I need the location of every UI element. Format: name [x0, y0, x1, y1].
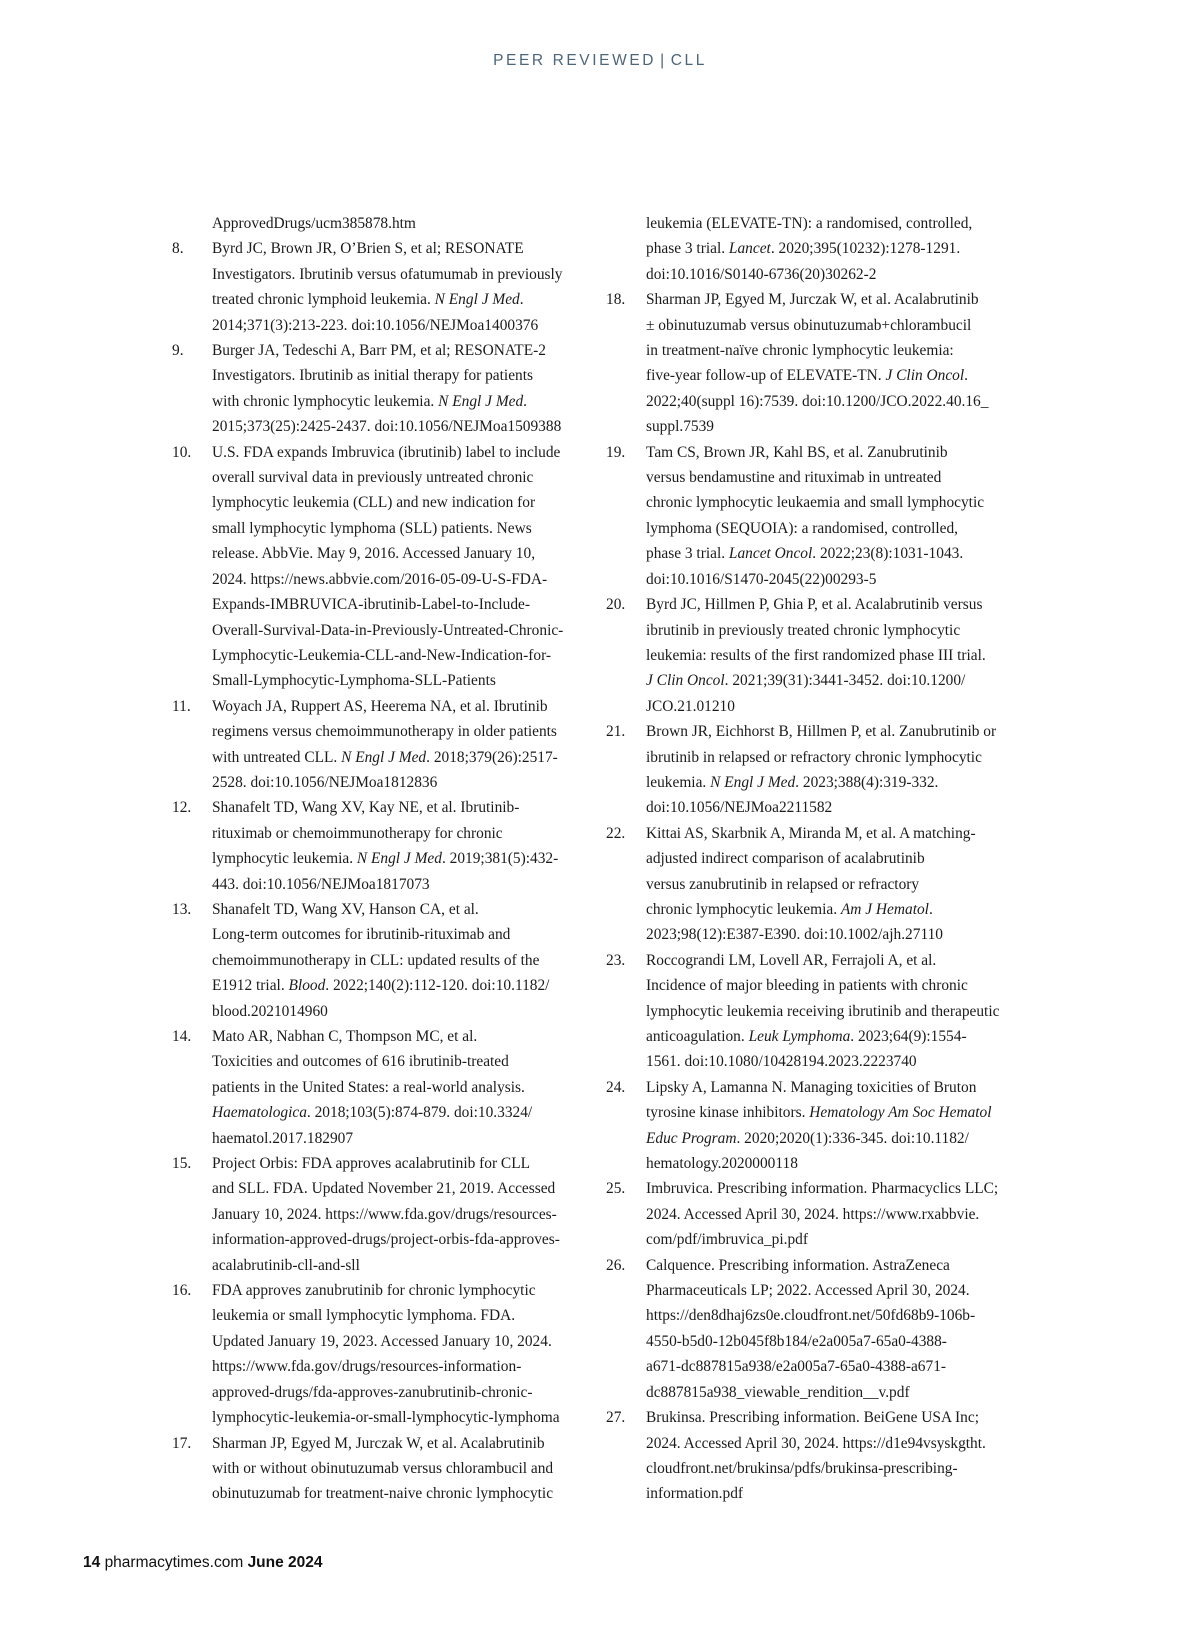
- reference-line: versus zanubrutinib in relapsed or refractory: [646, 875, 920, 893]
- reference-item: [606, 592, 1026, 719]
- reference-number: 22.: [606, 824, 626, 842]
- reference-line: Long-term outcomes for ibrutinib-rituximab and: [212, 926, 511, 944]
- reference-line: and SLL. FDA. Updated November 21, 2019. Accessed: [212, 1180, 556, 1198]
- reference-line: Kittai AS, Skarbnik A, Miranda M, et al. A matching-: [646, 824, 976, 842]
- reference-line: 2015;373(25):2425-2437. doi:10.1056/NEJMoa1509388: [212, 418, 562, 436]
- reference-line: https://den8dhaj6zs0e.cloudfront.net/50fd68b9-106b-: [646, 1307, 976, 1325]
- reference-number: 12.: [172, 799, 192, 817]
- reference-line: obinutuzumab for treatment-naive chronic lymphocytic: [212, 1485, 554, 1503]
- reference-line: release. AbbVie. May 9, 2016. Accessed January 10,: [212, 545, 536, 563]
- reference-line: versus bendamustine and rituximab in untreated: [646, 469, 942, 487]
- reference-line: https://www.fda.gov/drugs/resources-information-: [212, 1358, 522, 1376]
- reference-line: Tam CS, Brown JR, Kahl BS, et al. Zanubrutinib: [646, 443, 948, 461]
- reference-line: a671-dc887815a938/e2a005a7-65a0-4388-a671-: [646, 1358, 947, 1376]
- references-left-column: [172, 211, 592, 1507]
- reference-line: JCO.21.01210: [646, 697, 735, 715]
- reference-line: lymphocytic-leukemia-or-small-lymphocytic-lymphoma: [212, 1409, 560, 1427]
- reference-line: hematology.2020000118: [646, 1155, 798, 1173]
- reference-number: 19.: [606, 443, 626, 461]
- reference-number: 18.: [606, 291, 626, 309]
- reference-number: 16.: [172, 1282, 192, 1300]
- reference-line: regimens versus chemoimmunotherapy in older patients: [212, 723, 557, 741]
- reference-line: rituximab or chemoimmunotherapy for chronic: [212, 824, 503, 842]
- reference-number: 17.: [172, 1434, 192, 1452]
- reference-line: com/pdf/imbruvica_pi.pdf: [646, 1231, 808, 1249]
- reference-line: Brown JR, Eichhorst B, Hillmen P, et al. Zanubrutinib or: [646, 723, 997, 741]
- reference-line: 2024. Accessed April 30, 2024. https://www.rxabbvie.: [646, 1205, 980, 1223]
- reference-item: [606, 821, 1026, 948]
- reference-item: [172, 338, 592, 440]
- reference-line: Haematologica. 2018;103(5):874-879. doi:10.3324/: [212, 1104, 533, 1122]
- reference-item: [606, 287, 1026, 439]
- reference-line: dc887815a938_viewable_rendition__v.pdf: [646, 1383, 910, 1401]
- reference-line: lymphocytic leukemia. N Engl J Med. 2019;381(5):432-: [212, 850, 559, 868]
- reference-item: [606, 948, 1026, 1075]
- header-separator: |: [660, 52, 667, 69]
- reference-line: Incidence of major bleeding in patients with chronic: [646, 977, 968, 995]
- section-label: PEER REVIEWED: [493, 52, 657, 69]
- reference-continuation: ApprovedDrugs/ucm385878.htm: [212, 215, 416, 232]
- reference-line: Expands-IMBRUVICA-ibrutinib-Label-to-Include-: [212, 596, 530, 614]
- reference-item: [606, 1075, 1026, 1177]
- page-footer: [83, 1554, 323, 1572]
- reference-line: J Clin Oncol. 2021;39(31):3441-3452. doi:10.1200/: [646, 672, 966, 690]
- reference-line: chronic lymphocytic leukemia. Am J Hematol.: [646, 900, 933, 918]
- reference-line: 2022;40(suppl 16):7539. doi:10.1200/JCO.2022.40.16_: [646, 392, 989, 410]
- reference-item: [606, 1405, 1026, 1507]
- reference-line: doi:10.1056/NEJMoa2211582: [646, 799, 833, 817]
- reference-item: [172, 440, 592, 694]
- reference-line: Educ Program. 2020;2020(1):336-345. doi:10.1182/: [646, 1129, 969, 1147]
- reference-line: Lipsky A, Lamanna N. Managing toxicities of Bruton: [646, 1078, 977, 1096]
- reference-line: Byrd JC, Brown JR, O’Brien S, et al; RESONATE: [212, 240, 524, 258]
- reference-line: acalabrutinib-cll-and-sll: [212, 1256, 360, 1274]
- reference-line: E1912 trial. Blood. 2022;140(2):112-120. doi:10.1182/: [212, 977, 550, 995]
- reference-item: [606, 440, 1026, 592]
- reference-line: treated chronic lymphoid leukemia. N Engl J Med.: [212, 291, 524, 309]
- reference-line: leukemia: results of the first randomized phase III trial.: [646, 646, 986, 664]
- reference-line: Shanafelt TD, Wang XV, Kay NE, et al. Ibrutinib-: [212, 799, 520, 817]
- reference-number: 10.: [172, 443, 192, 461]
- reference-line: Lymphocytic-Leukemia-CLL-and-New-Indication-for-: [212, 646, 552, 664]
- reference-line: in treatment-naïve chronic lymphocytic leukemia:: [646, 342, 954, 360]
- reference-item: [172, 1278, 592, 1430]
- reference-line: ibrutinib in previously treated chronic lymphocytic: [646, 621, 961, 639]
- reference-line: 2023;98(12):E387-E390. doi:10.1002/ajh.27110: [646, 926, 943, 944]
- reference-item: [172, 1431, 592, 1507]
- reference-line: lymphocytic leukemia (CLL) and new indication for: [212, 494, 536, 512]
- reference-line: with chronic lymphocytic leukemia. N Engl J Med.: [212, 392, 528, 410]
- reference-line: 443. doi:10.1056/NEJMoa1817073: [212, 875, 430, 893]
- reference-line: with untreated CLL. N Engl J Med. 2018;379(26):2517-: [212, 748, 558, 766]
- reference-line: leukemia. N Engl J Med. 2023;388(4):319-332.: [646, 773, 939, 791]
- reference-line: blood.2021014960: [212, 1002, 328, 1020]
- reference-number: 27.: [606, 1409, 626, 1427]
- reference-item: [172, 1024, 592, 1151]
- reference-line: 2024. https://news.abbvie.com/2016-05-09-U-S-FDA-: [212, 570, 548, 588]
- reference-line: chemoimmunotherapy in CLL: updated results of the: [212, 951, 540, 969]
- reference-line: patients in the United States: a real-world analysis.: [212, 1078, 525, 1096]
- reference-line: FDA approves zanubrutinib for chronic lymphocytic: [212, 1282, 536, 1300]
- reference-line: 2024. Accessed April 30, 2024. https://d1e94vsyskgtht.: [646, 1434, 986, 1452]
- site-name: pharmacytimes.com: [104, 1554, 244, 1571]
- reference-item: [172, 694, 592, 796]
- reference-line: 2528. doi:10.1056/NEJMoa1812836: [212, 773, 438, 791]
- reference-line: Updated January 19, 2023. Accessed January 10, 2024.: [212, 1332, 552, 1350]
- reference-line: approved-drugs/fda-approves-zanubrutinib-chronic-: [212, 1383, 533, 1401]
- reference-line: cloudfront.net/brukinsa/pdfs/brukinsa-prescribing-: [646, 1459, 958, 1477]
- reference-line: leukemia or small lymphocytic lymphoma. FDA.: [212, 1307, 516, 1325]
- reference-line: Overall-Survival-Data-in-Previously-Untreated-Chronic-: [212, 621, 564, 639]
- reference-line: Small-Lymphocytic-Lymphoma-SLL-Patients: [212, 672, 496, 690]
- reference-line: phase 3 trial. Lancet Oncol. 2022;23(8):1031-1043.: [646, 545, 964, 563]
- reference-line: adjusted indirect comparison of acalabrutinib: [646, 850, 925, 868]
- reference-line: Burger JA, Tedeschi A, Barr PM, et al; RESONATE-2: [212, 342, 546, 360]
- reference-line: chronic lymphocytic leukaemia and small lymphocytic: [646, 494, 985, 512]
- reference-number: 24.: [606, 1078, 626, 1096]
- reference-number: 20.: [606, 596, 626, 614]
- reference-line: Investigators. Ibrutinib versus ofatumumab in previously: [212, 265, 563, 283]
- reference-line: ibrutinib in relapsed or refractory chronic lymphocytic: [646, 748, 982, 766]
- reference-line: Imbruvica. Prescribing information. Pharmacyclics LLC;: [646, 1180, 999, 1198]
- reference-line: suppl.7539: [646, 418, 714, 436]
- reference-line: Toxicities and outcomes of 616 ibrutinib-treated: [212, 1053, 509, 1071]
- reference-line: five-year follow-up of ELEVATE-TN. J Clin Oncol.: [646, 367, 968, 385]
- reference-line: lymphoma (SEQUOIA): a randomised, controlled,: [646, 519, 959, 537]
- reference-number: 26.: [606, 1256, 626, 1274]
- reference-line: tyrosine kinase inhibitors. Hematology Am Soc Hematol: [646, 1104, 992, 1122]
- reference-line: ± obinutuzumab versus obinutuzumab+chlorambucil: [646, 316, 972, 334]
- reference-number: 23.: [606, 951, 626, 969]
- reference-line: information.pdf: [646, 1485, 744, 1503]
- reference-line: Pharmaceuticals LP; 2022. Accessed April 30, 2024.: [646, 1282, 970, 1300]
- reference-line: overall survival data in previously untreated chronic: [212, 469, 534, 487]
- reference-item: [606, 719, 1026, 821]
- reference-continuation: phase 3 trial. Lancet. 2020;395(10232):1278-1291.: [646, 240, 961, 258]
- reference-line: anticoagulation. Leuk Lymphoma. 2023;64(9):1554-: [646, 1028, 967, 1045]
- reference-line: doi:10.1016/S1470-2045(22)00293-5: [646, 570, 877, 588]
- reference-line: small lymphocytic lymphoma (SLL) patients. News: [212, 519, 532, 537]
- reference-line: Shanafelt TD, Wang XV, Hanson CA, et al.: [212, 900, 479, 918]
- reference-number: 21.: [606, 723, 626, 741]
- reference-item: [172, 236, 592, 338]
- page-header: [0, 52, 1200, 70]
- reference-item: [606, 1253, 1026, 1405]
- reference-number: 13.: [172, 900, 192, 918]
- reference-line: Sharman JP, Egyed M, Jurczak W, et al. Acalabrutinib: [646, 291, 979, 309]
- reference-line: Calquence. Prescribing information. AstraZeneca: [646, 1256, 950, 1274]
- reference-line: U.S. FDA expands Imbruvica (ibrutinib) label to include: [212, 443, 561, 461]
- reference-line: Byrd JC, Hillmen P, Ghia P, et al. Acalabrutinib versus: [646, 596, 983, 614]
- reference-item: [172, 897, 592, 1024]
- reference-number: 15.: [172, 1155, 192, 1173]
- page-number: 14: [83, 1554, 101, 1571]
- references-right-column: [606, 211, 1026, 1507]
- reference-item: [606, 1176, 1026, 1252]
- reference-continuation: leukemia (ELEVATE-TN): a randomised, controlled,: [646, 215, 973, 232]
- reference-line: Brukinsa. Prescribing information. BeiGene USA Inc;: [646, 1409, 979, 1427]
- reference-line: January 10, 2024. https://www.fda.gov/drugs/resources-: [212, 1205, 557, 1223]
- reference-line: with or without obinutuzumab versus chlorambucil and: [212, 1459, 554, 1477]
- reference-line: Mato AR, Nabhan C, Thompson MC, et al.: [212, 1028, 478, 1045]
- reference-number: 25.: [606, 1180, 626, 1198]
- reference-number: 8.: [172, 240, 184, 258]
- topic-label: CLL: [670, 52, 707, 69]
- reference-line: lymphocytic leukemia receiving ibrutinib and therapeutic: [646, 1002, 1000, 1020]
- reference-item: [172, 1151, 592, 1278]
- reference-line: 1561. doi:10.1080/10428194.2023.2223740: [646, 1053, 917, 1071]
- reference-line: Woyach JA, Ruppert AS, Heerema NA, et al. Ibrutinib: [212, 697, 548, 715]
- issue-date: June 2024: [247, 1554, 323, 1571]
- reference-line: Sharman JP, Egyed M, Jurczak W, et al. Acalabrutinib: [212, 1434, 545, 1452]
- reference-line: Project Orbis: FDA approves acalabrutinib for CLL: [212, 1155, 531, 1173]
- reference-line: information-approved-drugs/project-orbis-fda-approves-: [212, 1231, 560, 1249]
- reference-number: 11.: [172, 697, 191, 715]
- reference-line: 4550-b5d0-12b045f8b184/e2a005a7-65a0-4388-: [646, 1332, 947, 1350]
- reference-number: 9.: [172, 342, 184, 360]
- reference-line: 2014;371(3):213-223. doi:10.1056/NEJMoa1400376: [212, 316, 539, 334]
- reference-number: 14.: [172, 1028, 192, 1045]
- reference-line: haematol.2017.182907: [212, 1129, 354, 1147]
- reference-line: Investigators. Ibrutinib as initial therapy for patients: [212, 367, 533, 385]
- reference-item: [172, 795, 592, 897]
- reference-line: Roccograndi LM, Lovell AR, Ferrajoli A, et al.: [646, 951, 937, 969]
- reference-continuation: doi:10.1016/S0140-6736(20)30262-2: [646, 265, 877, 283]
